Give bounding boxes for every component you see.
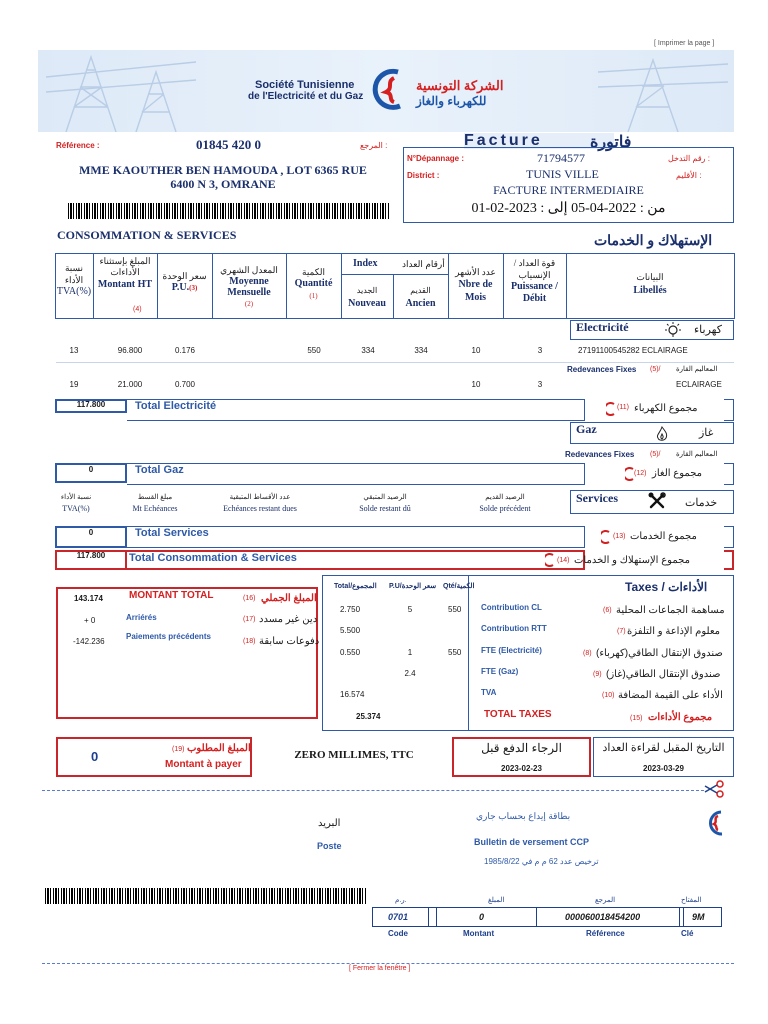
svc-mt-fr: Mt Echéances xyxy=(132,504,178,513)
paiements-label-fr: Paiements précédents xyxy=(126,632,211,641)
elec-libelle: 27191100545282 ECLAIRAGE xyxy=(578,346,688,355)
bulb-icon xyxy=(664,322,682,338)
electricite-label-fr: Electricité xyxy=(576,320,629,334)
district-label-ar: الأقليم : xyxy=(676,171,702,180)
total-elec-bar-end xyxy=(724,399,734,421)
cut-line xyxy=(42,790,704,791)
total-gaz-label-ar: مجموع الغاز xyxy=(652,468,703,479)
tax-total: 5.500 xyxy=(340,626,361,635)
total-gaz-label-fr: Total Gaz xyxy=(135,464,184,476)
gaz-label-fr: Gaz xyxy=(576,422,597,436)
ccp-reference-value: 000060018454200 xyxy=(565,912,641,922)
col-mois-fr: Nbre de Mois xyxy=(458,279,493,303)
col-nouv-ar: الجديد xyxy=(356,286,378,295)
svc-ech-ar: عدد الأقساط المتبقية xyxy=(229,494,291,501)
steg-mini-icon xyxy=(606,402,616,416)
company-name-ar-2: للكهرباء والغاز xyxy=(416,94,487,108)
elec-nouveau: 334 xyxy=(361,346,375,355)
col-anc-ar: القديم xyxy=(410,286,431,295)
invoice-period: من : 2022-04-05 إلى : 2023-02-01 xyxy=(471,201,666,216)
svc-tva-ar: نسبة الأداء xyxy=(60,494,92,501)
elec-qte: 550 xyxy=(307,346,321,355)
row-separator xyxy=(56,362,734,363)
svc-prec-ar: الرصيد القديم xyxy=(485,494,525,501)
col-montant-ar: المبلغ بإستثناء الأداءات xyxy=(99,256,151,277)
col-montant xyxy=(93,256,157,291)
bottom-line xyxy=(42,963,734,964)
arrieres-label-ar: دين غير مسدد xyxy=(259,614,318,625)
elec-pu: 0.176 xyxy=(174,346,196,355)
total-cons-num: (14) xyxy=(557,557,570,564)
taxes-title: Taxes / الأداءات xyxy=(625,580,708,594)
consumption-title-ar: الإستهلاك و الخدمات xyxy=(594,232,713,248)
ccp-title-ar: بطاقة إيداع بحساب جاري xyxy=(476,811,571,821)
total-services-value: 0 xyxy=(88,528,94,537)
ccp-code-value: 0701 xyxy=(388,912,409,922)
ccp-hdr-cle: المفتاح xyxy=(681,897,702,904)
col-quantite xyxy=(286,266,341,302)
ccp-montant-value: 0 xyxy=(479,912,485,922)
elec-ancien: 334 xyxy=(414,346,428,355)
ccp-lbl-reference: Référence xyxy=(586,929,625,938)
montant-total-label-fr: MONTANT TOTAL xyxy=(129,590,214,601)
flame-icon xyxy=(655,426,669,442)
total-cons-label-ar: مجموع الإستهلاك و الخدمات xyxy=(574,555,690,566)
company-name-fr-1: Société Tunisienne xyxy=(255,79,355,91)
gaz-label-ar: غاز xyxy=(699,427,714,439)
total-services-label-fr: Total Services xyxy=(135,527,209,539)
tax-label-fr: Contribution CL xyxy=(481,603,542,612)
amount-in-words: ZERO MILLIMES, TTC xyxy=(294,749,414,761)
col-tva-ar: نسبة الأداء xyxy=(64,263,84,285)
elec-mois: 10 xyxy=(471,346,481,355)
steg-slip-logo-icon xyxy=(704,808,726,838)
col-moy-fr: Moyenne Mensuelle xyxy=(227,276,271,298)
montant-payer-label-fr: Montant à payer xyxy=(165,759,242,770)
total-gaz-bar-end xyxy=(724,463,734,485)
paiements-label-ar: دفوعات سابقة xyxy=(259,636,320,647)
total-elec-label-ar: مجموع الكهرباء xyxy=(634,403,698,414)
electricite-label-ar: كهرباء xyxy=(694,324,722,336)
col-pu-ar: سعر الوحدة xyxy=(162,271,207,281)
red-puissance: 3 xyxy=(537,380,543,389)
tax-label-ar: صندوق الإنتقال الطاقي(كهرباء) xyxy=(596,648,723,659)
paiements-value: -142.236 xyxy=(73,637,105,646)
total-gaz-value: 0 xyxy=(88,465,94,474)
col-libelles xyxy=(566,271,734,297)
tax-label-fr: TVA xyxy=(481,688,497,697)
tax-num: (6) xyxy=(603,607,612,614)
taxes-col-total: Total/المجموع xyxy=(334,583,377,590)
ccp-lbl-montant: Montant xyxy=(463,929,495,938)
col-qte-fr: Quantité xyxy=(294,278,333,289)
col-montant-fr: Montant HT xyxy=(97,279,153,290)
svc-col-ech xyxy=(200,492,320,514)
col-mois-ar: عدد الأشهر xyxy=(455,267,496,277)
taxes-total-label-ar: مجموع الأداءات xyxy=(648,712,713,723)
col-nouveau xyxy=(341,284,393,310)
services-label-fr: Services xyxy=(576,491,618,505)
svc-solde-ar: الرصيد المتبقي xyxy=(363,494,407,501)
tax-pu: 2.4 xyxy=(404,669,416,678)
col-lib-fr: Libellés xyxy=(633,285,667,296)
invoice-type: FACTURE INTERMEDIAIRE xyxy=(493,183,644,197)
col-moyenne xyxy=(212,264,286,310)
depannage-value: 71794577 xyxy=(537,151,585,165)
ccp-row xyxy=(372,907,722,927)
elec-puissance: 3 xyxy=(537,346,543,355)
montant-payer-label-ar: المبلغ المطلوب xyxy=(187,743,251,754)
tax-qte: 550 xyxy=(448,648,462,657)
district-label-fr: District : xyxy=(407,171,440,180)
svc-ech-fr: Echéances restant dues xyxy=(223,504,297,513)
tax-qte: 550 xyxy=(448,605,462,614)
total-cons-label-fr: Total Consommation & Services xyxy=(129,552,297,564)
svc-col-tva xyxy=(52,492,100,514)
taxes-total-value: 25.374 xyxy=(356,712,381,721)
col-qte-ar: الكمية xyxy=(302,267,325,277)
tax-num: (7) xyxy=(617,628,626,635)
tax-num: (8) xyxy=(583,650,592,657)
red-pu: 0.700 xyxy=(174,380,196,389)
col-puiss-ar: قوة العداد / الإنسياب xyxy=(513,258,556,280)
total-cons-bar-end xyxy=(724,550,734,570)
taxes-col-qte: Qté/الكمية xyxy=(443,583,475,590)
col-montant-num: (4) xyxy=(133,306,142,313)
red-montant: 21.000 xyxy=(117,380,143,389)
gaz-redevances-num: (5)/ xyxy=(650,451,661,458)
total-gaz-num: (12) xyxy=(634,470,647,477)
invoice-title-ar: فاتورة xyxy=(590,134,632,151)
pylon-background-icon xyxy=(46,52,196,132)
next-reading-value: 2023-03-29 xyxy=(643,764,684,773)
reference-label-ar: المرجع : xyxy=(360,141,388,150)
due-date-value: 2023-02-23 xyxy=(501,764,542,773)
tax-label-ar: صندوق الإنتقال الطاقي(غاز) xyxy=(606,669,721,680)
next-reading-label: التاريخ المقبل لقراءة العداد xyxy=(602,742,725,754)
steg-mini-icon xyxy=(601,530,611,544)
tax-label-ar: الأداء على القيمة المضافة xyxy=(618,690,723,701)
total-elec-num: (11) xyxy=(617,404,629,411)
total-cons-value: 117.800 xyxy=(76,551,106,560)
col-lib-ar: البيانات xyxy=(636,272,664,282)
paiements-num: (18) xyxy=(243,638,256,645)
red-mois: 10 xyxy=(471,380,481,389)
tax-total: 0.550 xyxy=(340,648,361,657)
col-index-fr: Index xyxy=(353,258,378,269)
col-pu xyxy=(157,270,212,294)
col-anc-fr: Ancien xyxy=(405,298,436,309)
col-tva xyxy=(56,262,92,298)
col-tva-fr: TVA(%) xyxy=(56,286,92,297)
arrieres-value: + 0 xyxy=(84,616,96,625)
steg-mini-icon xyxy=(545,553,555,567)
services-label-ar: خدمات xyxy=(685,497,718,509)
ccp-hdr-reference: المرجع xyxy=(595,897,616,904)
total-services-bar-end xyxy=(724,526,734,548)
close-window-link[interactable]: [ Fermer la fenêtre ] xyxy=(349,965,411,972)
tax-label-ar: مساهمة الجماعات المحلية xyxy=(616,605,725,616)
print-link[interactable]: [ Imprimer la page ] xyxy=(654,40,715,47)
taxes-total-num: (15) xyxy=(630,715,643,722)
ccp-cle-value: 9M xyxy=(692,912,705,922)
gaz-redevances-ar: المعاليم القارة xyxy=(676,451,718,458)
col-moy-ar: المعدل الشهري xyxy=(220,265,278,275)
montant-total-value: 143.174 xyxy=(74,594,103,603)
steg-logo-icon xyxy=(368,66,408,114)
taxes-total-label-fr: TOTAL TAXES xyxy=(484,709,552,720)
customer-line-1: MME KAOUTHER BEN HAMOUDA , LOT 6365 RUE xyxy=(79,163,367,177)
col-moy-num: (2) xyxy=(244,300,254,308)
redevances-num: (5)/ xyxy=(650,366,661,373)
ccp-authorization: ترخيص عدد 62 م م في 1985/8/22 xyxy=(484,857,599,866)
total-services-label-ar: مجموع الخدمات xyxy=(630,531,697,542)
col-qte-num: (1) xyxy=(309,292,318,300)
col-pu-fr: P.U. xyxy=(171,282,190,293)
company-name-ar-1: الشركة التونسية xyxy=(416,78,504,93)
svc-solde-fr: Solde restant dû xyxy=(359,504,411,513)
consumption-title-fr: CONSOMMATION & SERVICES xyxy=(57,228,237,242)
company-name-fr-2: de l'Electricité et du Gaz xyxy=(248,91,364,102)
slip-barcode xyxy=(45,888,367,904)
svc-col-mt xyxy=(110,492,200,514)
tax-pu: 5 xyxy=(407,605,413,614)
top-barcode xyxy=(68,203,390,219)
customer-address xyxy=(56,163,390,191)
tax-label-fr: FTE (Gaz) xyxy=(481,667,519,676)
ccp-hdr-code: ر.م. xyxy=(395,897,407,904)
district-value: TUNIS VILLE xyxy=(526,167,599,181)
tax-num: (10) xyxy=(602,692,615,699)
gaz-redevances-fr: Redevances Fixes xyxy=(565,450,635,459)
tax-total: 2.750 xyxy=(340,605,361,614)
col-pu-num: (3) xyxy=(189,284,198,292)
total-gaz-bar xyxy=(127,463,585,485)
poste-label-ar: البريد xyxy=(318,818,341,829)
arrieres-num: (17) xyxy=(243,616,256,623)
svc-col-solde xyxy=(330,492,440,514)
red-libelle: ECLAIRAGE xyxy=(676,380,722,389)
svc-mt-ar: مبلغ القسط xyxy=(137,494,173,501)
tax-label-fr: FTE (Electricité) xyxy=(481,646,542,655)
elec-tva: 13 xyxy=(69,346,79,355)
col-mois xyxy=(448,266,503,304)
depannage-label-ar: رقم التدخل : xyxy=(668,154,710,163)
total-elec-label-fr: Total Electricité xyxy=(135,400,217,412)
depannage-label-fr: N°Dépannage : xyxy=(407,154,464,163)
ccp-title-fr: Bulletin de versement CCP xyxy=(474,837,590,847)
taxes-col-pu: P.U/سعر الوحدة xyxy=(389,583,437,590)
pylon-background-right-icon xyxy=(598,52,728,132)
montant-payer-value: 0 xyxy=(91,749,99,764)
redevances-label-ar: المعاليم القارة xyxy=(676,366,718,373)
tax-num: (9) xyxy=(593,671,602,678)
scissors-icon xyxy=(704,780,724,798)
col-index-ar: أرقام العداد xyxy=(402,259,445,269)
montant-total-num: (16) xyxy=(243,595,256,602)
total-elec-value: 117.800 xyxy=(76,400,106,409)
col-puiss-fr: Puissance / Débit xyxy=(511,281,558,304)
montant-total-box xyxy=(56,587,318,719)
col-nouv-fr: Nouveau xyxy=(348,298,386,309)
tax-label-ar: معلوم الإذاعة و التلفزة xyxy=(627,626,721,637)
svc-tva-fr: TVA(%) xyxy=(62,504,90,513)
reference-label-fr: Référence : xyxy=(56,141,100,150)
tax-pu: 1 xyxy=(407,648,413,657)
due-date-label: الرجاء الدفع قبل xyxy=(481,741,562,755)
customer-line-2: 6400 N 3, OMRANE xyxy=(170,177,276,191)
tax-label-fr: Contribution RTT xyxy=(481,624,547,633)
montant-payer-num: (19) xyxy=(172,746,185,753)
tools-icon xyxy=(648,492,666,510)
reference-value: 01845 420 0 xyxy=(196,137,261,152)
elec-montant: 96.800 xyxy=(117,346,143,355)
poste-label-fr: Poste xyxy=(317,841,342,851)
invoice-title-fr: Facture xyxy=(464,132,543,149)
montant-total-label-ar: المبلغ الجملي xyxy=(261,593,317,604)
col-puissance xyxy=(503,257,566,305)
ccp-lbl-cle: Clé xyxy=(681,929,694,938)
total-services-num: (13) xyxy=(613,533,626,540)
ccp-hdr-montant: المبلغ xyxy=(488,897,505,904)
red-tva: 19 xyxy=(69,380,79,389)
arrieres-label-fr: Arriérés xyxy=(126,613,157,622)
redevances-label-fr: Redevances Fixes xyxy=(567,365,637,374)
svc-prec-fr: Solde précédent xyxy=(479,504,531,513)
col-ancien xyxy=(393,284,448,310)
tax-total: 16.574 xyxy=(340,690,365,699)
svc-col-prec xyxy=(450,492,560,514)
header-banner xyxy=(38,50,734,132)
ccp-lbl-code: Code xyxy=(388,929,408,938)
